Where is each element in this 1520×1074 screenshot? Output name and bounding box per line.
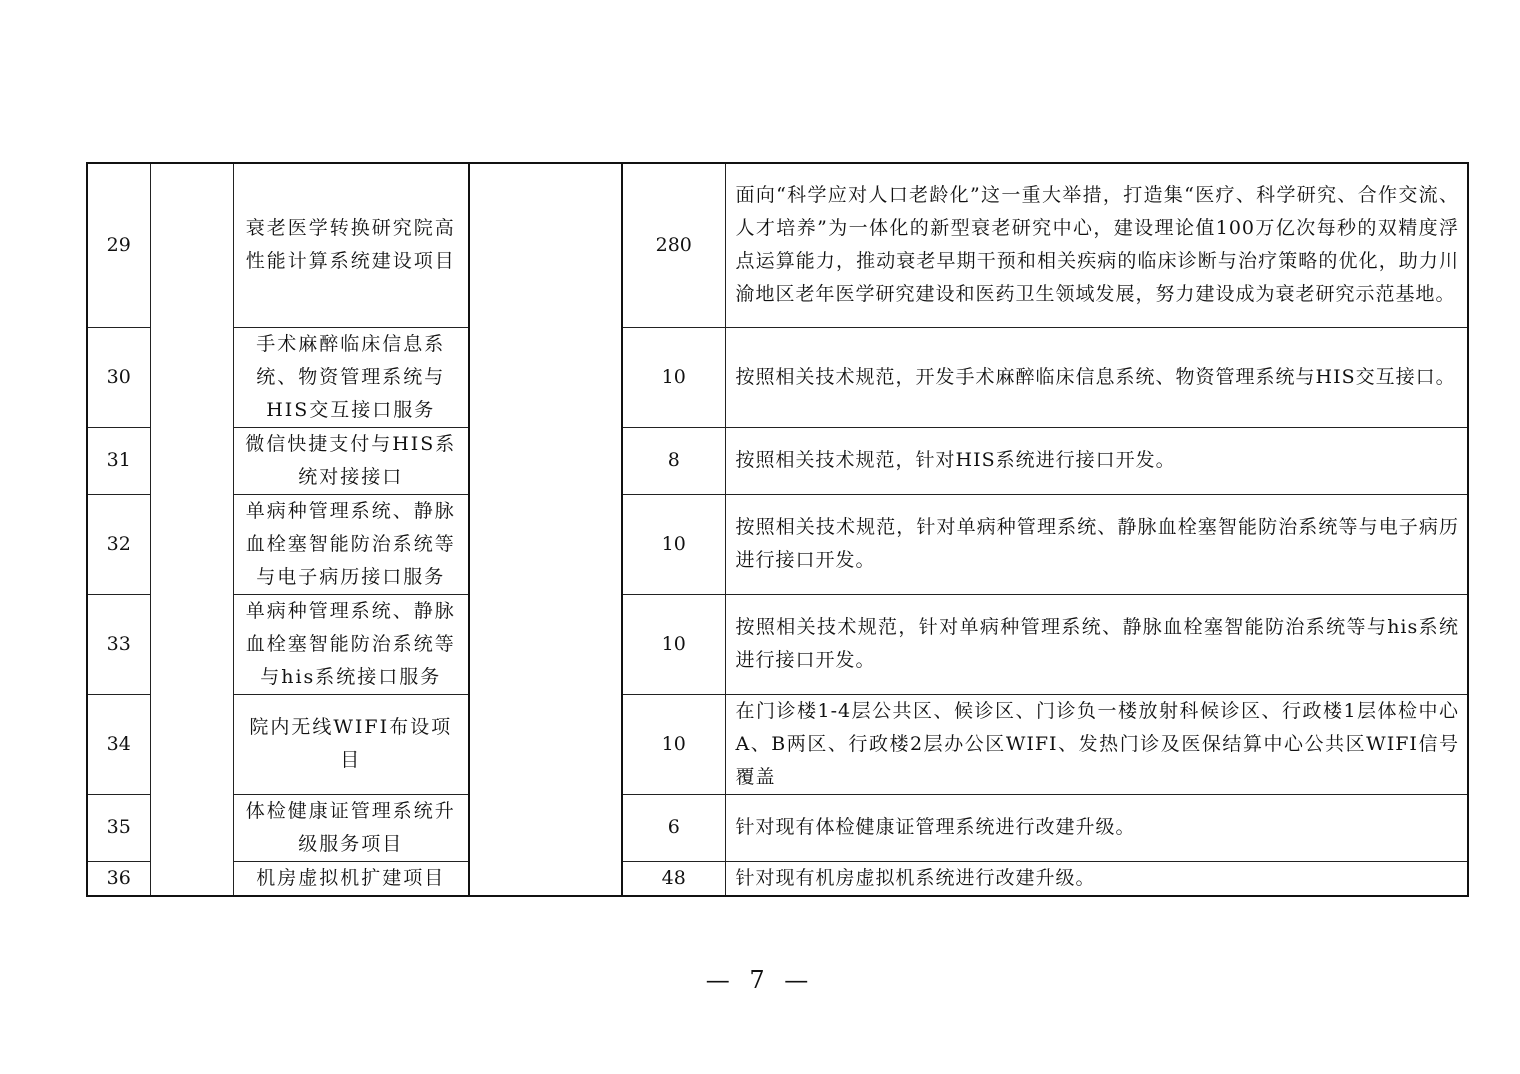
project-name: 院内无线WIFI布设项目 <box>233 694 469 794</box>
row-number: 29 <box>87 163 150 327</box>
project-amount: 10 <box>622 594 725 694</box>
table-row <box>87 427 1468 494</box>
project-name: 微信快捷支付与HIS系统对接接口 <box>233 427 469 494</box>
project-name: 手术麻醉临床信息系统、物资管理系统与HIS交互接口服务 <box>233 327 469 427</box>
project-name: 体检健康证管理系统升级服务项目 <box>233 794 469 861</box>
project-description: 针对现有机房虚拟机系统进行改建升级。 <box>725 861 1468 896</box>
project-name: 机房虚拟机扩建项目 <box>233 861 469 896</box>
project-amount: 8 <box>622 427 725 494</box>
project-amount: 280 <box>622 163 725 327</box>
project-amount: 6 <box>622 794 725 861</box>
table-row <box>87 494 1468 594</box>
row-number: 32 <box>87 494 150 594</box>
project-description: 按照相关技术规范，针对单病种管理系统、静脉血栓塞智能防治系统等与电子病历进行接口开发。 <box>725 494 1468 594</box>
row-number: 30 <box>87 327 150 427</box>
table-row <box>87 794 1468 861</box>
project-description: 在门诊楼1-4层公共区、候诊区、门诊负一楼放射科候诊区、行政楼1层体检中心A、B两区、行政楼2层办公区WIFI、发热门诊及医保结算中心公共区WIFI信号覆盖 <box>725 694 1468 794</box>
project-name: 衰老医学转换研究院高性能计算系统建设项目 <box>233 163 469 327</box>
page-number: — 7 — <box>705 966 815 994</box>
project-name: 单病种管理系统、静脉血栓塞智能防治系统等与his系统接口服务 <box>233 594 469 694</box>
project-amount: 48 <box>622 861 725 896</box>
table-row <box>87 861 1468 896</box>
empty-spacer-cell <box>469 163 622 896</box>
table-row <box>87 594 1468 694</box>
project-description: 按照相关技术规范，针对单病种管理系统、静脉血栓塞智能防治系统等与his系统进行接口开发。 <box>725 594 1468 694</box>
project-amount: 10 <box>622 327 725 427</box>
project-description: 针对现有体检健康证管理系统进行改建升级。 <box>725 794 1468 861</box>
table-row <box>87 163 1468 327</box>
project-table <box>86 162 1469 897</box>
project-name: 单病种管理系统、静脉血栓塞智能防治系统等与电子病历接口服务 <box>233 494 469 594</box>
project-description: 按照相关技术规范，针对HIS系统进行接口开发。 <box>725 427 1468 494</box>
row-number: 33 <box>87 594 150 694</box>
project-description: 面向“科学应对人口老龄化”这一重大举措，打造集“医疗、科学研究、合作交流、人才培养”为一体化的新型衰老研究中心，建设理论值100万亿次每秒的双精度浮点运算能力，推动衰老早期干预和相关疾病的临床诊断与治疗策略的优化，助力川渝地区老年医学研究建设和医药卫生领域发展，努力建设成为衰老研究示范基地。 <box>725 163 1468 327</box>
row-number: 34 <box>87 694 150 794</box>
table-row <box>87 694 1468 794</box>
row-number: 31 <box>87 427 150 494</box>
table-row <box>87 327 1468 427</box>
project-amount: 10 <box>622 494 725 594</box>
project-description: 按照相关技术规范，开发手术麻醉临床信息系统、物资管理系统与HIS交互接口。 <box>725 327 1468 427</box>
row-number: 36 <box>87 861 150 896</box>
empty-category-cell <box>150 163 233 896</box>
project-amount: 10 <box>622 694 725 794</box>
row-number: 35 <box>87 794 150 861</box>
